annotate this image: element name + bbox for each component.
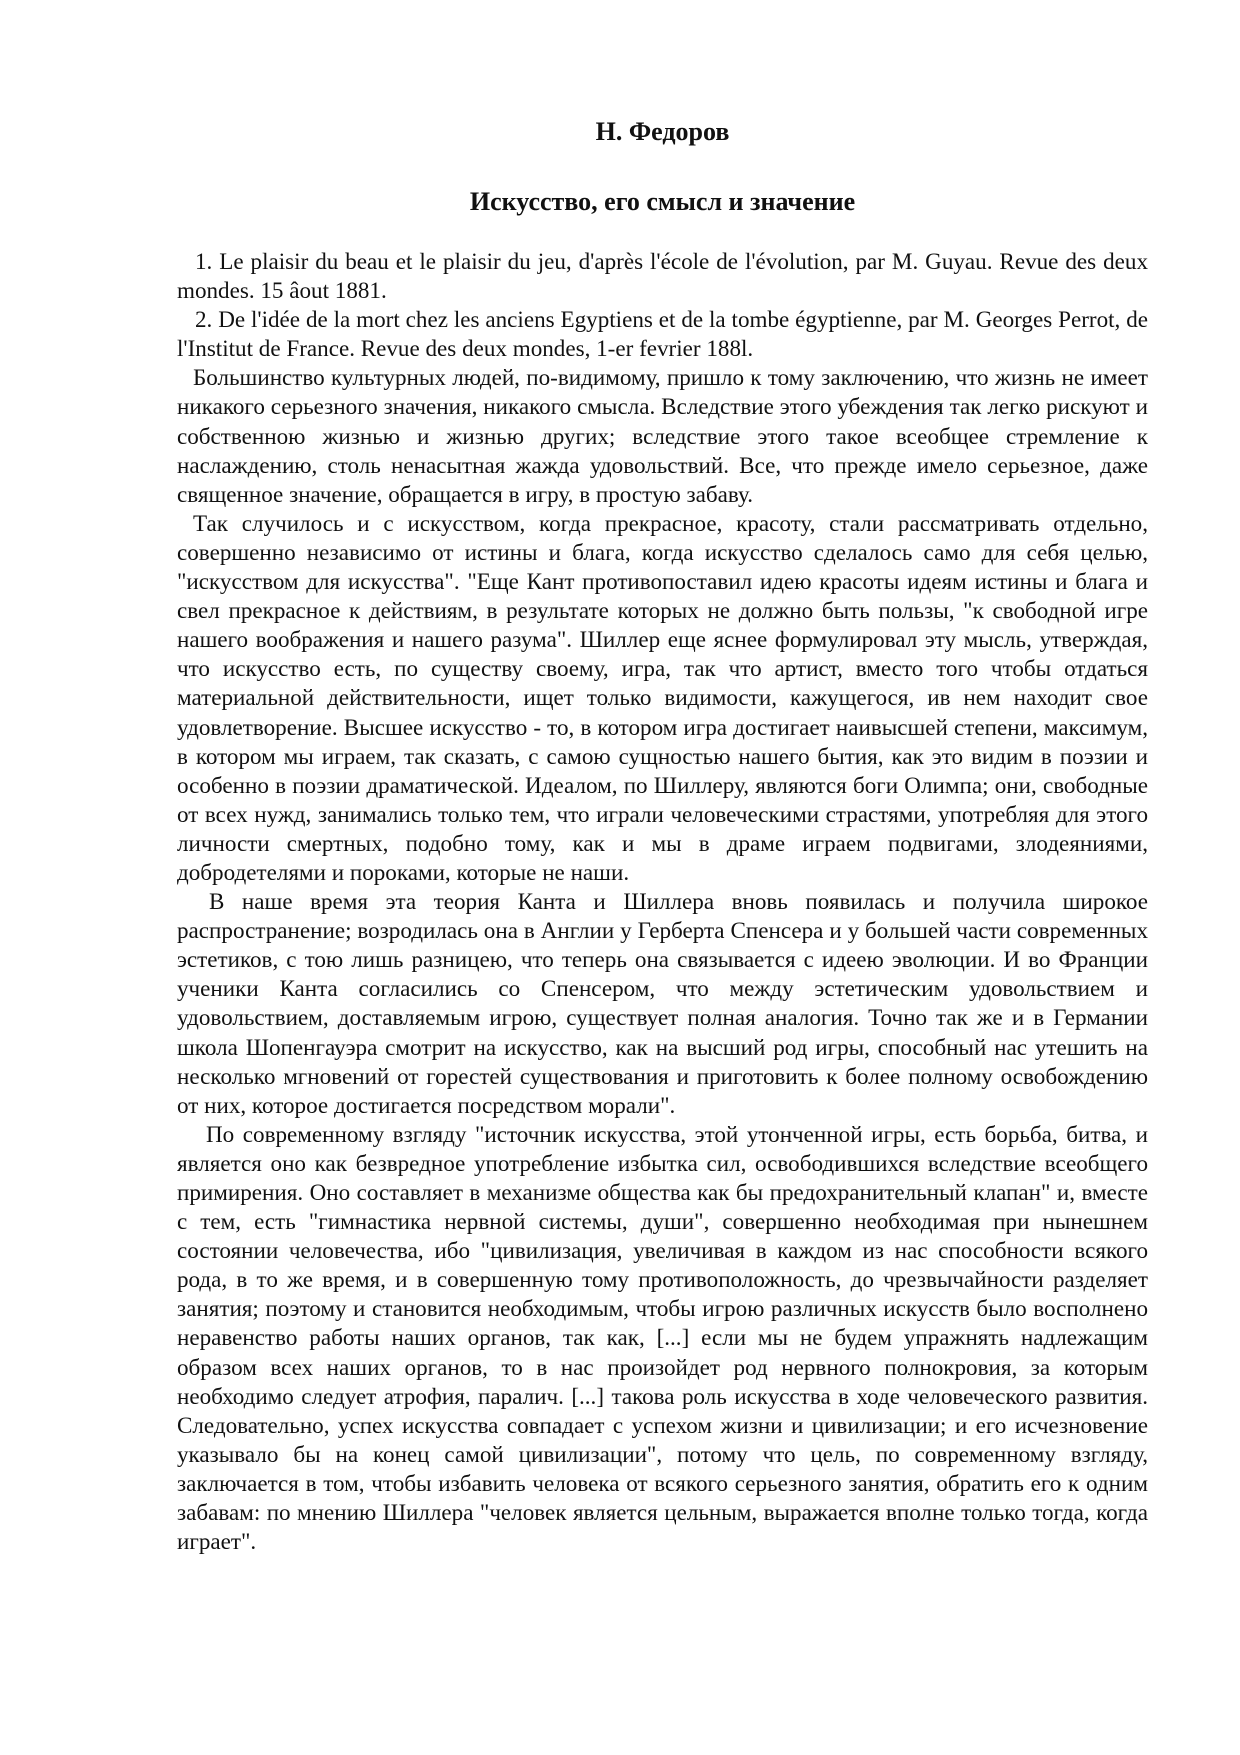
document-body	[177, 247, 1148, 1556]
reference-1: 1. Le plaisir du beau et le plaisir du jeu, d'après l'école de l'évolution, par M. Guyau. Revue des deux mondes. 15 âout 1881.	[177, 248, 1148, 304]
author-heading: Н. Федоров	[595, 117, 730, 146]
paragraph-4: По современному взгляду "источник искусства, этой утонченной игры, есть борьба, битва, и является оно как безвредное употребление избытка сил, освободившихся вследствие всеобщего примирения. Оно составляет в механизме общества как бы предохранительный клапан" и, вместе с тем, есть "гимнастика нервной системы, души", совершенно необходимая при нынешнем состоянии человечества, ибо "цивилизация, увеличивая в каждом из нас способности всякого рода, в то же время, и в совершенную тому противоположность, до чрезвычайности разделяет занятия; поэтому и становится необходимым, чтобы игрою различных искусств было восполнено неравенство работы наших органов, так как, [...] если мы не будем упражнять надлежащим образом всех наших органов, то в нас произойдет род нервного полнокровия, за которым необходимо следует атрофия, паралич. [...] такова роль искусства в ходе человеческого развития. Следовательно, успех искусства совпадает с успехом жизни и цивилизации; и его исчезновение указывало бы на конец самой цивилизации", потому что цель, по современному взгляду, заключается в том, чтобы избавить человека от всякого серьезного занятия, обратить его к одним забавам: по мнению Шиллера "человек является цельным, выражается вполне только тогда, когда играет".	[177, 1120, 1148, 1555]
reference-2: 2. De l'idée de la mort chez les anciens Egyptiens et de la tombe égyptienne, par M. Georges Perrot, de l'Institut de France. Revue des deux mondes, 1-er fevrier 188l.	[177, 306, 1148, 362]
paragraph-2: Так случилось и с искусством, когда прекрасное, красоту, стали рассматривать отдельно, совершенно независимо от истины и блага, когда искусство сделалось само для себя целью, "искусством для искусства". "Еще Кант противопоставил идею красоты идеям истины и блага и свел прекрасное к действиям, в результате которых не должно быть пользы, "к свободной игре нашего воображения и нашего разума". Шиллер еще яснее формулировал эту мысль, утверждая, что искусство есть, по существу своему, игра, так что артист, вместо того чтобы отдаться материальной действительности, ищет только видимости, кажущегося, ив нем находит свое удовлетворение. Высшее искусство - то, в котором игра достигает наивысшей степени, максимум, в котором мы играем, так сказать, с самою сущностью нашего бытия, как это видим в поэзии и особенно в поэзии драматической. Идеалом, по Шиллеру, являются боги Олимпа; они, свободные от всех нужд, занимались только тем, что играли человеческими страстями, употребляя для этого личности смертных, подобно тому, как и мы в драме играем подвигами, злодеяниями, добродетелями и пороками, которые не наши.	[177, 509, 1148, 885]
document-title: Искусство, его смысл и значение	[469, 187, 856, 216]
paragraph-3: В наше время эта теория Канта и Шиллера вновь появилась и получила широкое распространение; возродилась она в Англии у Герберта Спенсера и у большей части современных эстетиков, с тою лишь разницею, что теперь она связывается с идеею эволюции. И во Франции ученики Канта согласились со Спенсером, что между эстетическим удовольствием и удовольствием, доставляемым игрою, существует полная аналогия. Точно так же и в Германии школа Шопенгауэра смотрит на искусство, как на высший род игры, способный нас утешить на несколько мгновений от горестей существования и приготовить к более полному освобождению от них, которое достигается посредством морали".	[177, 888, 1148, 1118]
paragraph-1: Большинство культурных людей, по-видимому, пришло к тому заключению, что жизнь не имеет никакого серьезного значения, никакого смысла. Вследствие этого убеждения так легко рискуют и собственною жизнью и жизнью других; вследствие этого такое всеобщее стремление к наслаждению, столь ненасытная жажда удовольствий. Все, что прежде имело серьезное, даже священное значение, обращается в игру, в простую забаву.	[177, 364, 1148, 507]
